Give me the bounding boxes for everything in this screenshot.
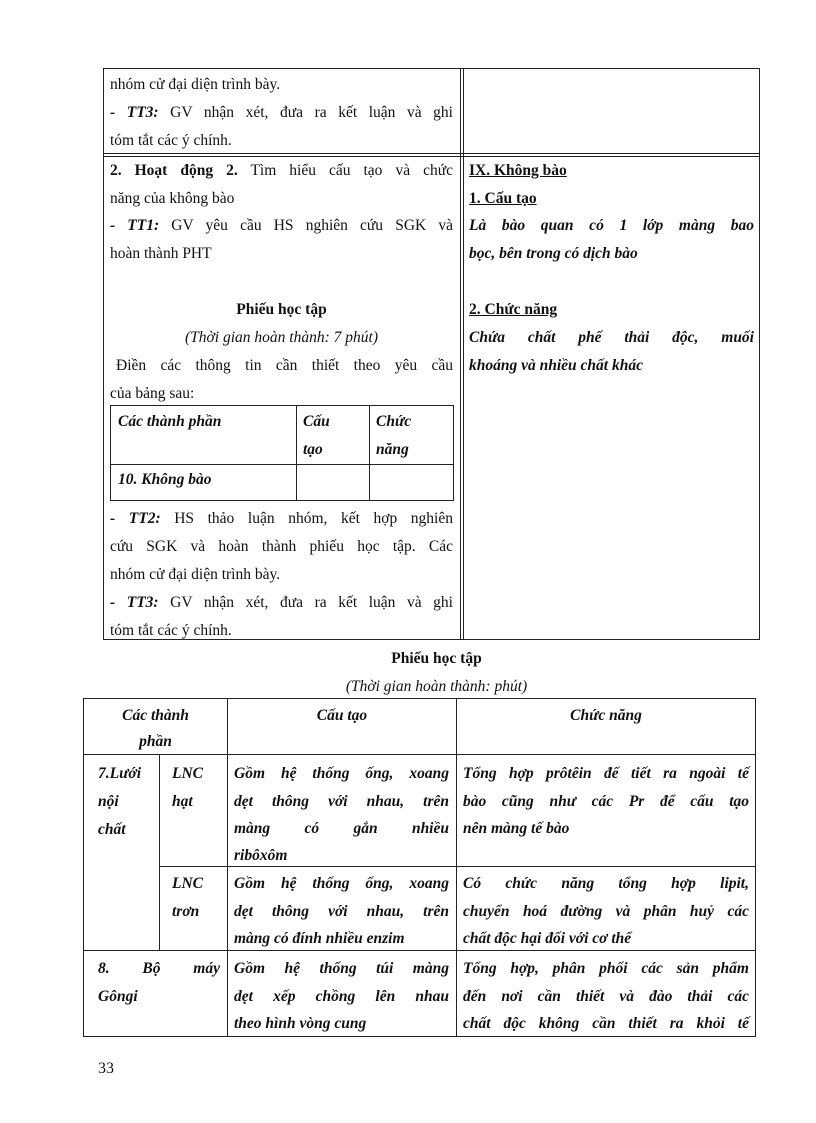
rough-er-2: hạt	[172, 793, 193, 810]
rough-er-structure-2: dẹt thông với nhau, trên	[234, 793, 449, 810]
smooth-er-function-3: chất độc hại đối với cơ thể	[463, 930, 632, 947]
er-label-3: chất	[98, 821, 126, 838]
tt1-line2: hoàn thành PHT	[110, 245, 212, 262]
header-components-1: Các thành	[122, 707, 189, 724]
header-components-2: phần	[139, 733, 172, 750]
function-line1: Chứa chất phế thải độc, muối	[469, 329, 754, 346]
sheet-time: (Thời gian hoàn thành: 7 phút)	[185, 329, 378, 346]
smooth-er-structure-2: dẹt thông với nhau, trên	[234, 903, 449, 920]
worksheet-title: Phiếu học tập	[391, 650, 482, 667]
rough-er-structure-4: ribôxôm	[234, 847, 288, 864]
header-function: Chức năng	[570, 707, 642, 724]
tt3-line2: tóm tắt các ý chính.	[110, 622, 232, 639]
smooth-er-function-1: Có chức năng tổng hợp lipit,	[463, 875, 749, 892]
smooth-er-structure-1: Gồm hệ thống ống, xoang	[234, 875, 449, 892]
mini-header-structure-1: Cấu	[303, 413, 330, 430]
mini-header-function-1: Chức	[376, 413, 412, 430]
activity-heading-line2: năng của không bào	[110, 190, 235, 207]
golgi-structure-1: Gồm hệ thống túi màng	[234, 960, 449, 977]
tt2-line3: nhóm cử đại diện trình bày.	[110, 566, 281, 583]
er-label-2: nội	[98, 793, 119, 810]
golgi-function-2: đến nơi cần thiết và đào thải các	[463, 988, 749, 1005]
sub-function: 2. Chức năng	[469, 301, 558, 318]
instruction-line2: của bảng sau:	[110, 385, 195, 402]
section-vacuole: IX. Không bào	[469, 162, 567, 179]
golgi-label-2: Gôngi	[98, 988, 138, 1005]
mini-header-structure-2: tạo	[303, 441, 323, 458]
page-number: 33	[98, 1060, 114, 1077]
golgi-structure-2: dẹt xếp chồng lên nhau	[234, 988, 449, 1005]
golgi-label-1: 8. Bộ máy	[98, 960, 220, 977]
smooth-er-1: LNC	[172, 875, 203, 892]
header-structure: Cấu tạo	[316, 707, 368, 724]
rough-er-structure-1: Gồm hệ thống ống, xoang	[234, 765, 449, 782]
rough-er-structure-3: màng có gắn nhiều	[234, 820, 449, 837]
golgi-function-3: chất độc không cần thiết ra khỏi tế	[463, 1015, 749, 1032]
activity-heading: 2. Hoạt động 2. Tìm hiểu cấu tạo và chức	[110, 162, 453, 179]
smooth-er-2: trơn	[172, 903, 200, 920]
instruction-line1: Điền các thông tin cần thiết theo yêu cầu	[116, 357, 453, 374]
structure-line2: bọc, bên trong có dịch bào	[469, 245, 638, 262]
sheet-title: Phiếu học tập	[236, 301, 327, 318]
mini-header-function-2: năng	[376, 441, 409, 458]
row1-tt3: - TT3: GV nhận xét, đưa ra kết luận và ghi	[110, 104, 453, 121]
tt2-line: - TT2: HS thảo luận nhóm, kết hợp nghiên	[110, 510, 453, 527]
function-line2: khoáng và nhiều chất khác	[469, 357, 643, 374]
tt3-line: - TT3: GV nhận xét, đưa ra kết luận và ghi	[110, 594, 453, 611]
tt1-line: - TT1: GV yêu cầu HS nghiên cứu SGK và	[110, 217, 453, 234]
er-label-1: 7.Lưới	[98, 765, 142, 782]
smooth-er-structure-3: màng có đính nhiều enzim	[234, 930, 405, 947]
rough-er-function-1: Tổng hợp prôtêin để tiết ra ngoài tế	[463, 765, 749, 782]
row1-line3: tóm tắt các ý chính.	[110, 132, 232, 149]
mini-row-vacuole: 10. Không bào	[118, 471, 212, 488]
sub-structure: 1. Cấu tạo	[469, 190, 537, 207]
tt2-line2: cứu SGK và hoàn thành phiếu học tập. Các	[110, 538, 453, 555]
golgi-function-1: Tổng hợp, phân phối các sản phẩm	[463, 960, 749, 977]
rough-er-function-2: bào cũng như các Pr để cấu tạo	[463, 793, 749, 810]
rough-er-function-3: nên màng tế bào	[463, 820, 570, 837]
worksheet-time: (Thời gian hoàn thành: phút)	[345, 678, 528, 695]
mini-header-components: Các thành phần	[118, 413, 222, 430]
smooth-er-function-2: chuyển hoá đường và phân huỷ các	[463, 903, 749, 920]
rough-er-1: LNC	[172, 765, 203, 782]
row1-line1: nhóm cử đại diện trình bày.	[110, 76, 281, 93]
golgi-structure-3: theo hình vòng cung	[234, 1015, 367, 1032]
structure-line1: Là bào quan có 1 lớp màng bao	[469, 217, 754, 234]
